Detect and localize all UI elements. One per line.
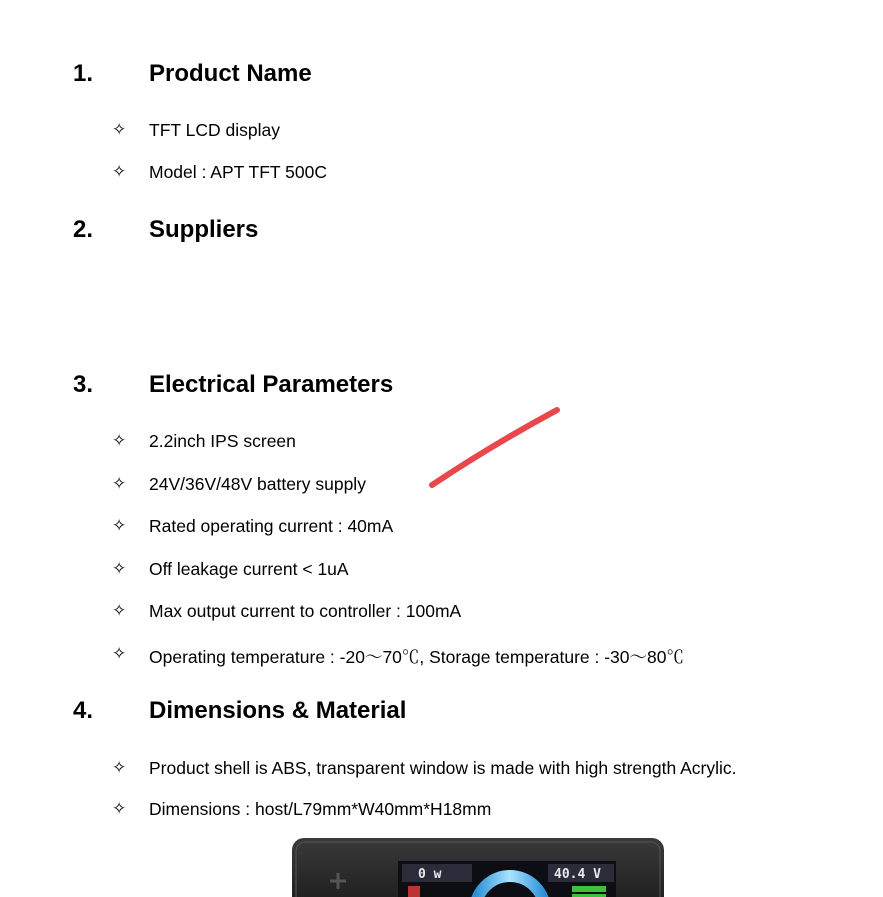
- list-item-text: Model : APT TFT 500C: [149, 162, 327, 182]
- list-item: [0, 516, 883, 540]
- list-item-text: Dimensions : host/L79mm*W40mm*H18mm: [149, 799, 492, 819]
- list-item: [0, 601, 883, 625]
- list-item-text: 24V/36V/48V battery supply: [149, 474, 366, 494]
- bullet-diamond-icon: ✧: [112, 644, 127, 664]
- list-item: [0, 644, 883, 668]
- list-item: [0, 120, 883, 144]
- section-heading: [0, 60, 883, 100]
- list-item-text: Product shell is ABS, transparent window is made with high strength Acrylic.: [149, 758, 737, 778]
- section-suppliers: [0, 216, 883, 256]
- bullet-diamond-icon: ✧: [112, 799, 127, 819]
- section-heading: [0, 216, 883, 256]
- list-item: [0, 559, 883, 583]
- bullet-diamond-icon: ✧: [112, 601, 127, 621]
- annotation-stroke: [425, 403, 565, 493]
- list-item-text: Off leakage current < 1uA: [149, 559, 349, 579]
- section-title: Electrical Parameters: [149, 371, 394, 398]
- section-title: Dimensions & Material: [149, 697, 407, 724]
- list-item: [0, 799, 883, 823]
- display-product-photo: [290, 836, 670, 897]
- list-item: [0, 162, 883, 186]
- section-number: 4.: [73, 697, 94, 724]
- section-dimensions-material: [0, 697, 883, 737]
- section-number: 3.: [73, 371, 94, 398]
- power-readout: 0 w: [418, 867, 442, 882]
- section-heading: [0, 697, 883, 737]
- section-product-name: [0, 60, 883, 100]
- list-item-text: Rated operating current : 40mA: [149, 516, 394, 536]
- bullet-diamond-icon: ✧: [112, 516, 127, 536]
- voltage-readout: 40.4 V: [554, 867, 601, 882]
- section-title: Product Name: [149, 60, 312, 87]
- section-number: 2.: [73, 216, 94, 243]
- list-item-text: Operating temperature : -20～70℃, Storage temperature : -30～80℃: [149, 647, 684, 667]
- bullet-diamond-icon: ✧: [112, 758, 127, 778]
- bullet-diamond-icon: ✧: [112, 431, 127, 451]
- list-item-text: Max output current to controller : 100mA: [149, 601, 462, 621]
- bullet-diamond-icon: ✧: [112, 559, 127, 579]
- list-item: [0, 758, 883, 782]
- bullet-diamond-icon: ✧: [112, 120, 127, 140]
- list-item-text: TFT LCD display: [149, 120, 280, 140]
- bullet-diamond-icon: ✧: [112, 474, 127, 494]
- section-number: 1.: [73, 60, 94, 87]
- list-item-text: 2.2inch IPS screen: [149, 431, 296, 451]
- section-title: Suppliers: [149, 216, 259, 243]
- bullet-diamond-icon: ✧: [112, 162, 127, 182]
